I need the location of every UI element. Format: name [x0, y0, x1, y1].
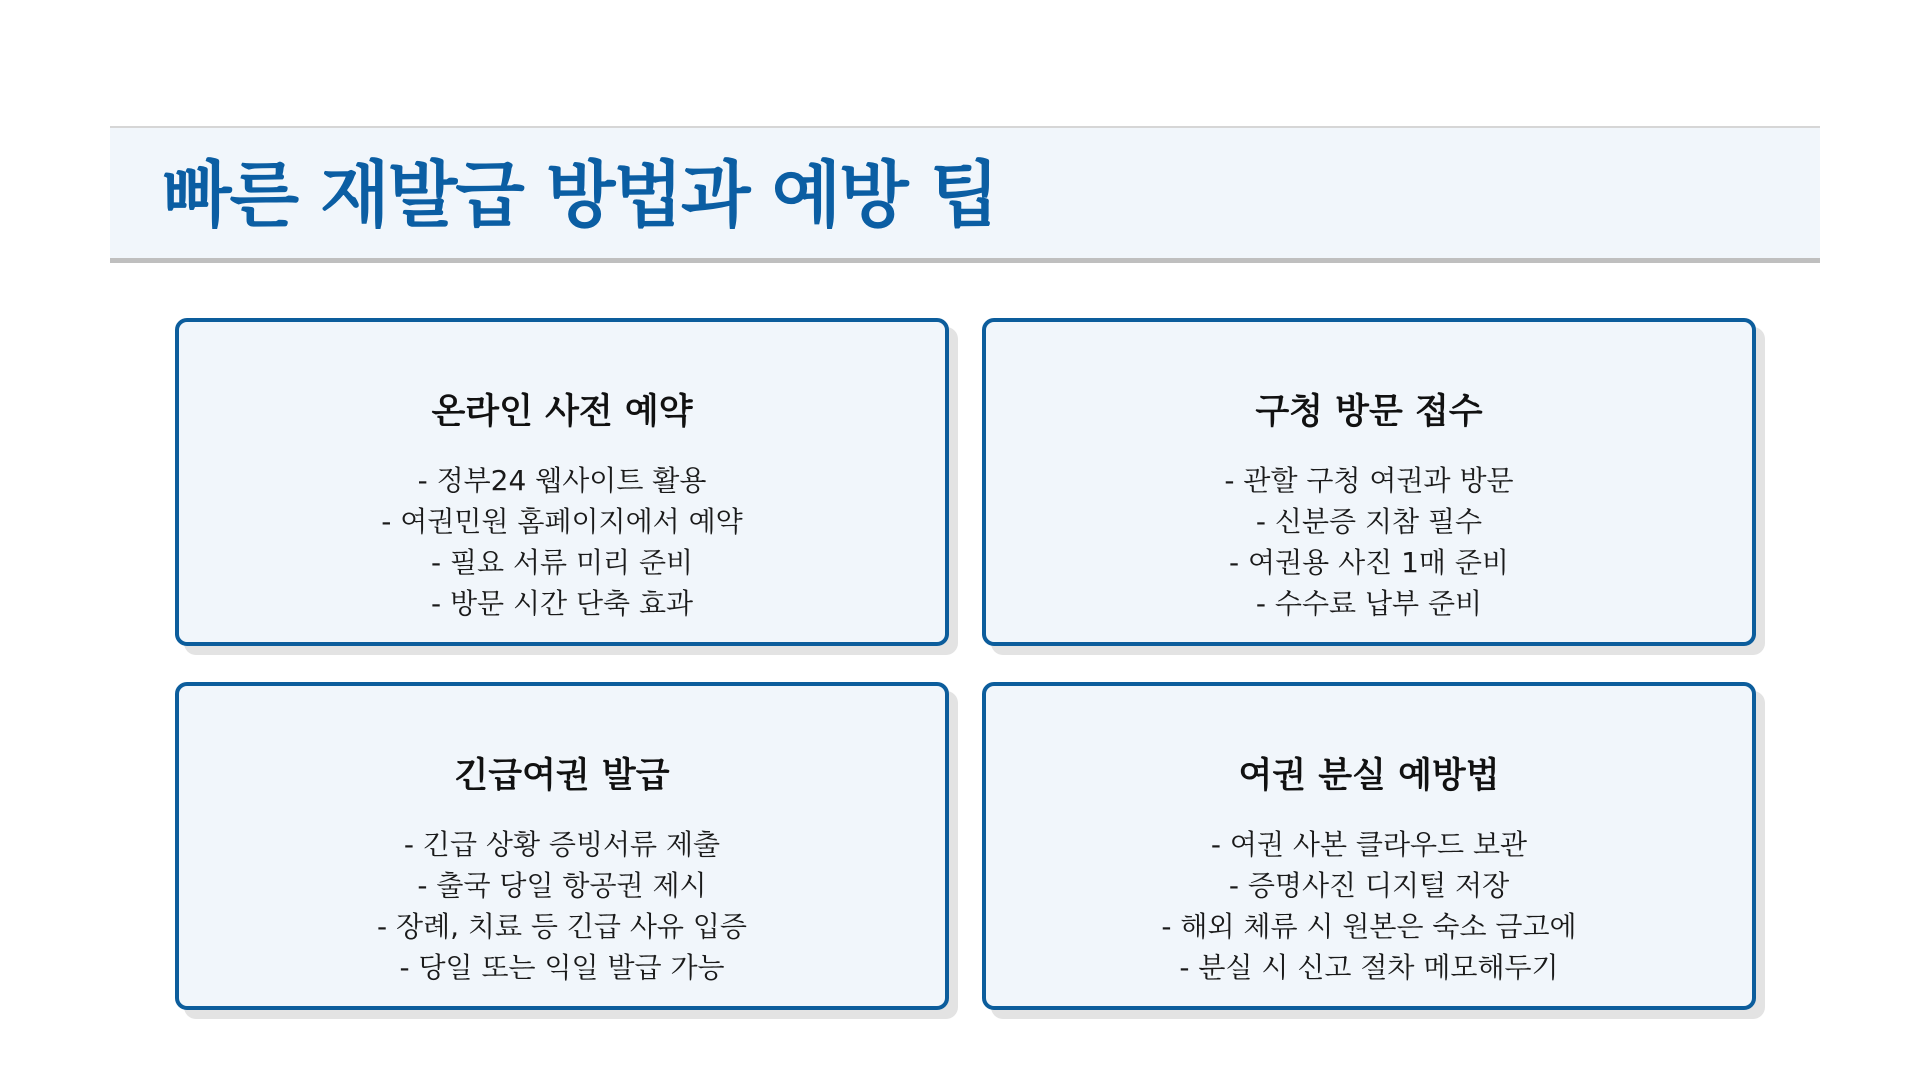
card-list	[179, 824, 945, 988]
list-item: - 정부24 웹사이트 활용	[417, 464, 707, 497]
list-item: - 분실 시 신고 절차 메모해두기	[1179, 951, 1559, 984]
list-item: - 여권 사본 클라우드 보관	[1210, 828, 1528, 861]
card-title: 여권 분실 예방법	[1238, 756, 1500, 796]
card-title: 구청 방문 접수	[1255, 392, 1483, 432]
card-office-visit	[982, 318, 1756, 646]
list-item: - 관할 구청 여권과 방문	[1224, 464, 1514, 497]
list-item: - 신분증 지참 필수	[1255, 505, 1483, 538]
list-item: - 여권민원 홈페이지에서 예약	[381, 505, 743, 538]
list-item: - 장례, 치료 등 긴급 사유 입증	[377, 910, 747, 943]
list-item: - 긴급 상황 증빙서류 제출	[403, 828, 721, 861]
page-title: 빠른 재발급 방법과 예방 팁	[162, 153, 998, 237]
card-loss-prevention	[982, 682, 1756, 1010]
card-list	[986, 460, 1752, 624]
list-item: - 증명사진 디지털 저장	[1228, 869, 1510, 902]
card-emergency-passport	[175, 682, 949, 1010]
card-title: 온라인 사전 예약	[431, 392, 693, 432]
list-item: - 당일 또는 익일 발급 가능	[399, 951, 725, 984]
card-title: 긴급여권 발급	[454, 756, 670, 796]
card-list	[986, 824, 1752, 988]
list-item: - 여권용 사진 1매 준비	[1229, 546, 1509, 579]
list-item: - 출국 당일 항공권 제시	[417, 869, 707, 902]
title-bar	[110, 126, 1820, 263]
list-item: - 방문 시간 단축 효과	[430, 587, 694, 620]
card-online-reservation	[175, 318, 949, 646]
list-item: - 수수료 납부 준비	[1255, 587, 1483, 620]
list-item: - 필요 서류 미리 준비	[430, 546, 694, 579]
list-item: - 해외 체류 시 원본은 숙소 금고에	[1161, 910, 1577, 943]
card-list	[179, 460, 945, 624]
